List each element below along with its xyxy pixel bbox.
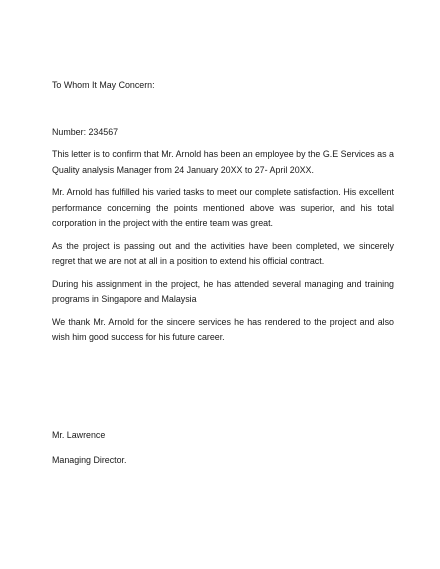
- paragraph-training: During his assignment in the project, he has attended several managing and training programs in Singapore and Malaysia: [52, 278, 394, 304]
- paragraph-thanks: We thank Mr. Arnold for the sincere services he has rendered to the project and also wish him good success for his future career.: [52, 316, 394, 342]
- signatory-title: Managing Director.: [52, 454, 127, 465]
- signatory-name: Mr. Lawrence: [52, 430, 106, 440]
- salutation: To Whom It May Concern:: [52, 80, 155, 90]
- paragraph-performance: Mr. Arnold has fulfilled his varied tasks to meet our complete satisfaction. His excellent performance concerning the points mentioned above was superior, and his total corporation in the project with the entire team was great.: [52, 187, 394, 228]
- letter-paragraphs: [52, 147, 394, 346]
- letter-body: [52, 78, 394, 353]
- paragraph-confirmation: This letter is to confirm that Mr. Arnold has been an employee by the G.E Services as a Quality analysis Manager from 24 January 20XX to 27- April 20XX.: [52, 149, 394, 175]
- signature-block: [52, 428, 127, 468]
- reference-number: Number: 234567: [52, 126, 119, 137]
- paragraph-contract: As the project is passing out and the activities have been completed, we sincerely regret that we are not at all in a position to extend his official contract.: [52, 240, 394, 266]
